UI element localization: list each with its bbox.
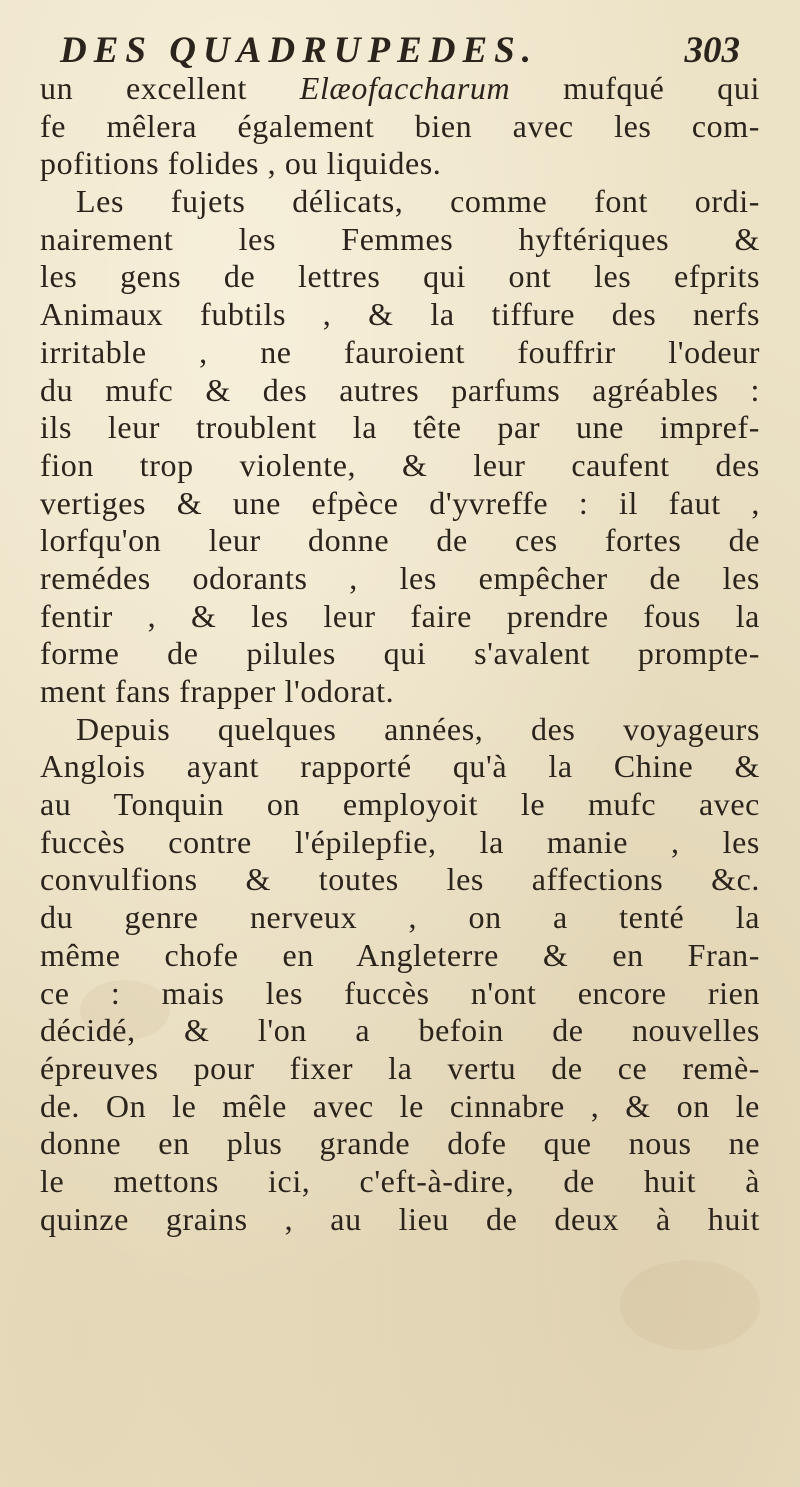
text-line: ils leur troublent la tête par une impref- — [40, 409, 760, 446]
running-title: DES QUADRUPEDES. — [60, 30, 538, 71]
text-line: Les fujets délicats, comme font ordi- — [76, 183, 760, 220]
text-line: fion trop violente, & leur caufent des — [40, 446, 760, 483]
text-line: de. On le mêle avec le cinnabre , & on le — [40, 1087, 760, 1124]
text-line: ment fans frapper l'odorat. — [40, 673, 395, 709]
text-line: Anglois ayant rapporté qu'à la Chine & — [40, 748, 760, 785]
running-head — [60, 26, 740, 76]
text-line: du genre nerveux , on a tenté la — [40, 899, 760, 936]
text-line: remédes odorants , les empêcher de les — [40, 559, 760, 596]
body-text — [40, 70, 760, 1238]
text-line: même chofe en Angleterre & en Fran- — [40, 936, 760, 973]
text-line: du mufc & des autres parfums agréables : — [40, 371, 760, 408]
text-line: les gens de lettres qui ont les efprits — [40, 258, 760, 295]
text-line: vertiges & une efpèce d'yvreffe : il faut , — [40, 484, 760, 521]
text-line: le mettons ici, c'eft-à-dire, de huit à — [40, 1162, 760, 1199]
text-line: au Tonquin on employoit le mufc avec — [40, 786, 760, 823]
text-line: Depuis quelques années, des voyageurs — [76, 710, 760, 747]
text-line: fuccès contre l'épilepfie, la manie , les — [40, 823, 760, 860]
text-line: irritable , ne fauroient fouffrir l'odeur — [40, 333, 760, 370]
paper-stain — [620, 1260, 760, 1350]
italic-term: Elæofaccharum — [299, 70, 511, 106]
text-line: décidé, & l'on a befoin de nouvelles — [40, 1012, 760, 1049]
text-line: quinze grains , au lieu de deux à huit — [40, 1200, 760, 1237]
text-line: épreuves pour fixer la vertu de ce remè- — [40, 1049, 760, 1086]
text-line: pofitions folides , ou liquides. — [40, 145, 442, 182]
text-line: fentir , & les leur faire prendre fous la — [40, 597, 760, 634]
text-line: nairement les Femmes hyftériques & — [40, 220, 760, 257]
text-line: lorfqu'on leur donne de ces fortes de — [40, 522, 760, 559]
text-line: convulfions & toutes les affections &c. — [40, 861, 760, 898]
text-line: forme de pilules qui s'avalent prompte- — [40, 635, 760, 672]
text-line: donne en plus grande dofe que nous ne — [40, 1125, 760, 1162]
page-number: 303 — [684, 30, 740, 71]
text-line: fe mêlera également bien avec les com- — [40, 107, 760, 144]
text-line: un excellent Elæofaccharum mufqué qui — [40, 70, 760, 106]
text-line: ce : mais les fuccès n'ont encore rien — [40, 974, 760, 1011]
text-line: Animaux fubtils , & la tiffure des nerfs — [40, 296, 760, 333]
